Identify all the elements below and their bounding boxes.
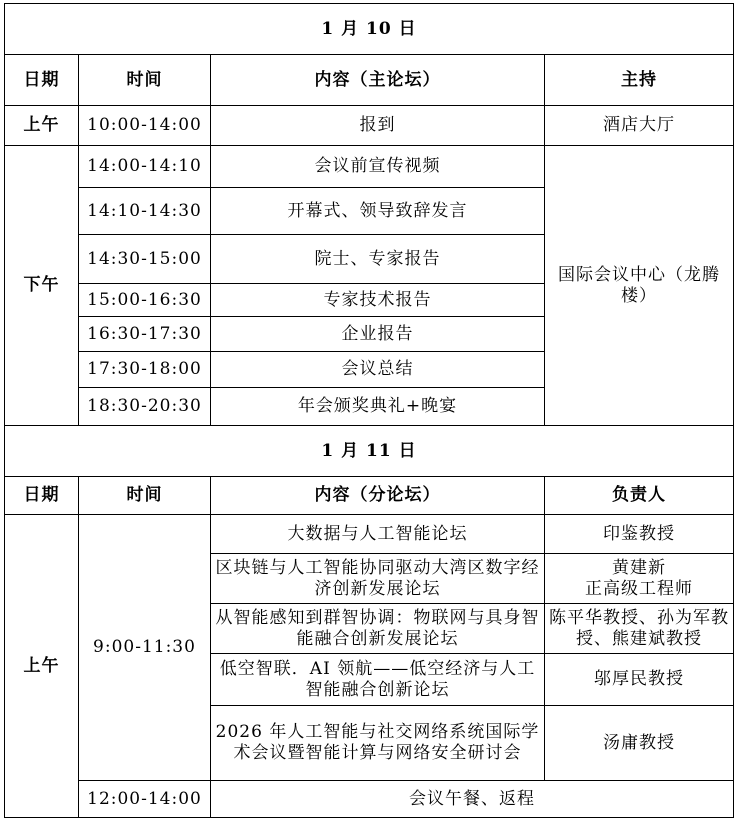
day1-title: 1 月 10 日 xyxy=(5,4,734,55)
forum-owner-3: 邬厚民教授 xyxy=(545,654,734,706)
day1-afternoon-host: 国际会议中心（龙腾楼） xyxy=(545,146,734,426)
lunch-row xyxy=(5,781,734,818)
afternoon-time-6: 18:30-20:30 xyxy=(79,388,211,426)
day1-morning-row xyxy=(5,106,734,146)
forum-name-1: 区块链与人工智能协同驱动大湾区数字经济创新发展论坛 xyxy=(211,554,545,604)
afternoon-content-6: 年会颁奖典礼+晚宴 xyxy=(211,388,545,426)
day1-morning-label: 上午 xyxy=(5,106,79,146)
afternoon-content-3: 专家技术报告 xyxy=(211,284,545,317)
lunch-time: 12:00-14:00 xyxy=(79,781,211,818)
afternoon-time-1: 14:10-14:30 xyxy=(79,188,211,235)
day1-afternoon-row xyxy=(5,146,734,188)
afternoon-time-0: 14:00-14:10 xyxy=(79,146,211,188)
day2-morning-label: 上午 xyxy=(5,515,79,818)
day2-header-row xyxy=(5,477,734,515)
forum-row xyxy=(5,515,734,554)
afternoon-time-5: 17:30-18:00 xyxy=(79,352,211,388)
forum-name-3: 低空智联．AI 领航——低空经济与人工智能融合创新论坛 xyxy=(211,654,545,706)
afternoon-time-4: 16:30-17:30 xyxy=(79,317,211,352)
forum-name-4: 2026 年人工智能与社交网络系统国际学术会议暨智能计算与网络安全研讨会 xyxy=(211,706,545,781)
afternoon-content-2: 院士、专家报告 xyxy=(211,235,545,284)
forum-owner-2: 陈平华教授、孙为军教授、熊建斌教授 xyxy=(545,604,734,654)
day2-date-header: 日期 xyxy=(5,477,79,515)
day1-header-row xyxy=(5,55,734,106)
afternoon-time-2: 14:30-15:00 xyxy=(79,235,211,284)
day1-time-header: 时间 xyxy=(79,55,211,106)
afternoon-content-0: 会议前宣传视频 xyxy=(211,146,545,188)
lunch-content: 会议午餐、返程 xyxy=(211,781,734,818)
day1-morning-content: 报到 xyxy=(211,106,545,146)
day2-time-header: 时间 xyxy=(79,477,211,515)
day1-afternoon-label: 下午 xyxy=(5,146,79,426)
forum-owner-1: 黄建新 正高级工程师 xyxy=(545,554,734,604)
forum-name-0: 大数据与人工智能论坛 xyxy=(211,515,545,554)
day1-morning-host: 酒店大厅 xyxy=(545,106,734,146)
day2-title-row xyxy=(5,426,734,477)
afternoon-content-4: 企业报告 xyxy=(211,317,545,352)
day2-owner-header: 负责人 xyxy=(545,477,734,515)
day2-morning-time: 9:00-11:30 xyxy=(79,515,211,781)
schedule-table xyxy=(4,3,734,818)
day2-title: 1 月 11 日 xyxy=(5,426,734,477)
day1-host-header: 主持 xyxy=(545,55,734,106)
day1-morning-time: 10:00-14:00 xyxy=(79,106,211,146)
afternoon-content-5: 会议总结 xyxy=(211,352,545,388)
day1-date-header: 日期 xyxy=(5,55,79,106)
forum-owner-0: 印鉴教授 xyxy=(545,515,734,554)
forum-name-2: 从智能感知到群智协调：物联网与具身智能融合创新发展论坛 xyxy=(211,604,545,654)
forum-owner-4: 汤庸教授 xyxy=(545,706,734,781)
day1-content-header: 内容（主论坛） xyxy=(211,55,545,106)
afternoon-content-1: 开幕式、领导致辞发言 xyxy=(211,188,545,235)
day1-title-row xyxy=(5,4,734,55)
day2-content-header: 内容（分论坛） xyxy=(211,477,545,515)
afternoon-time-3: 15:00-16:30 xyxy=(79,284,211,317)
